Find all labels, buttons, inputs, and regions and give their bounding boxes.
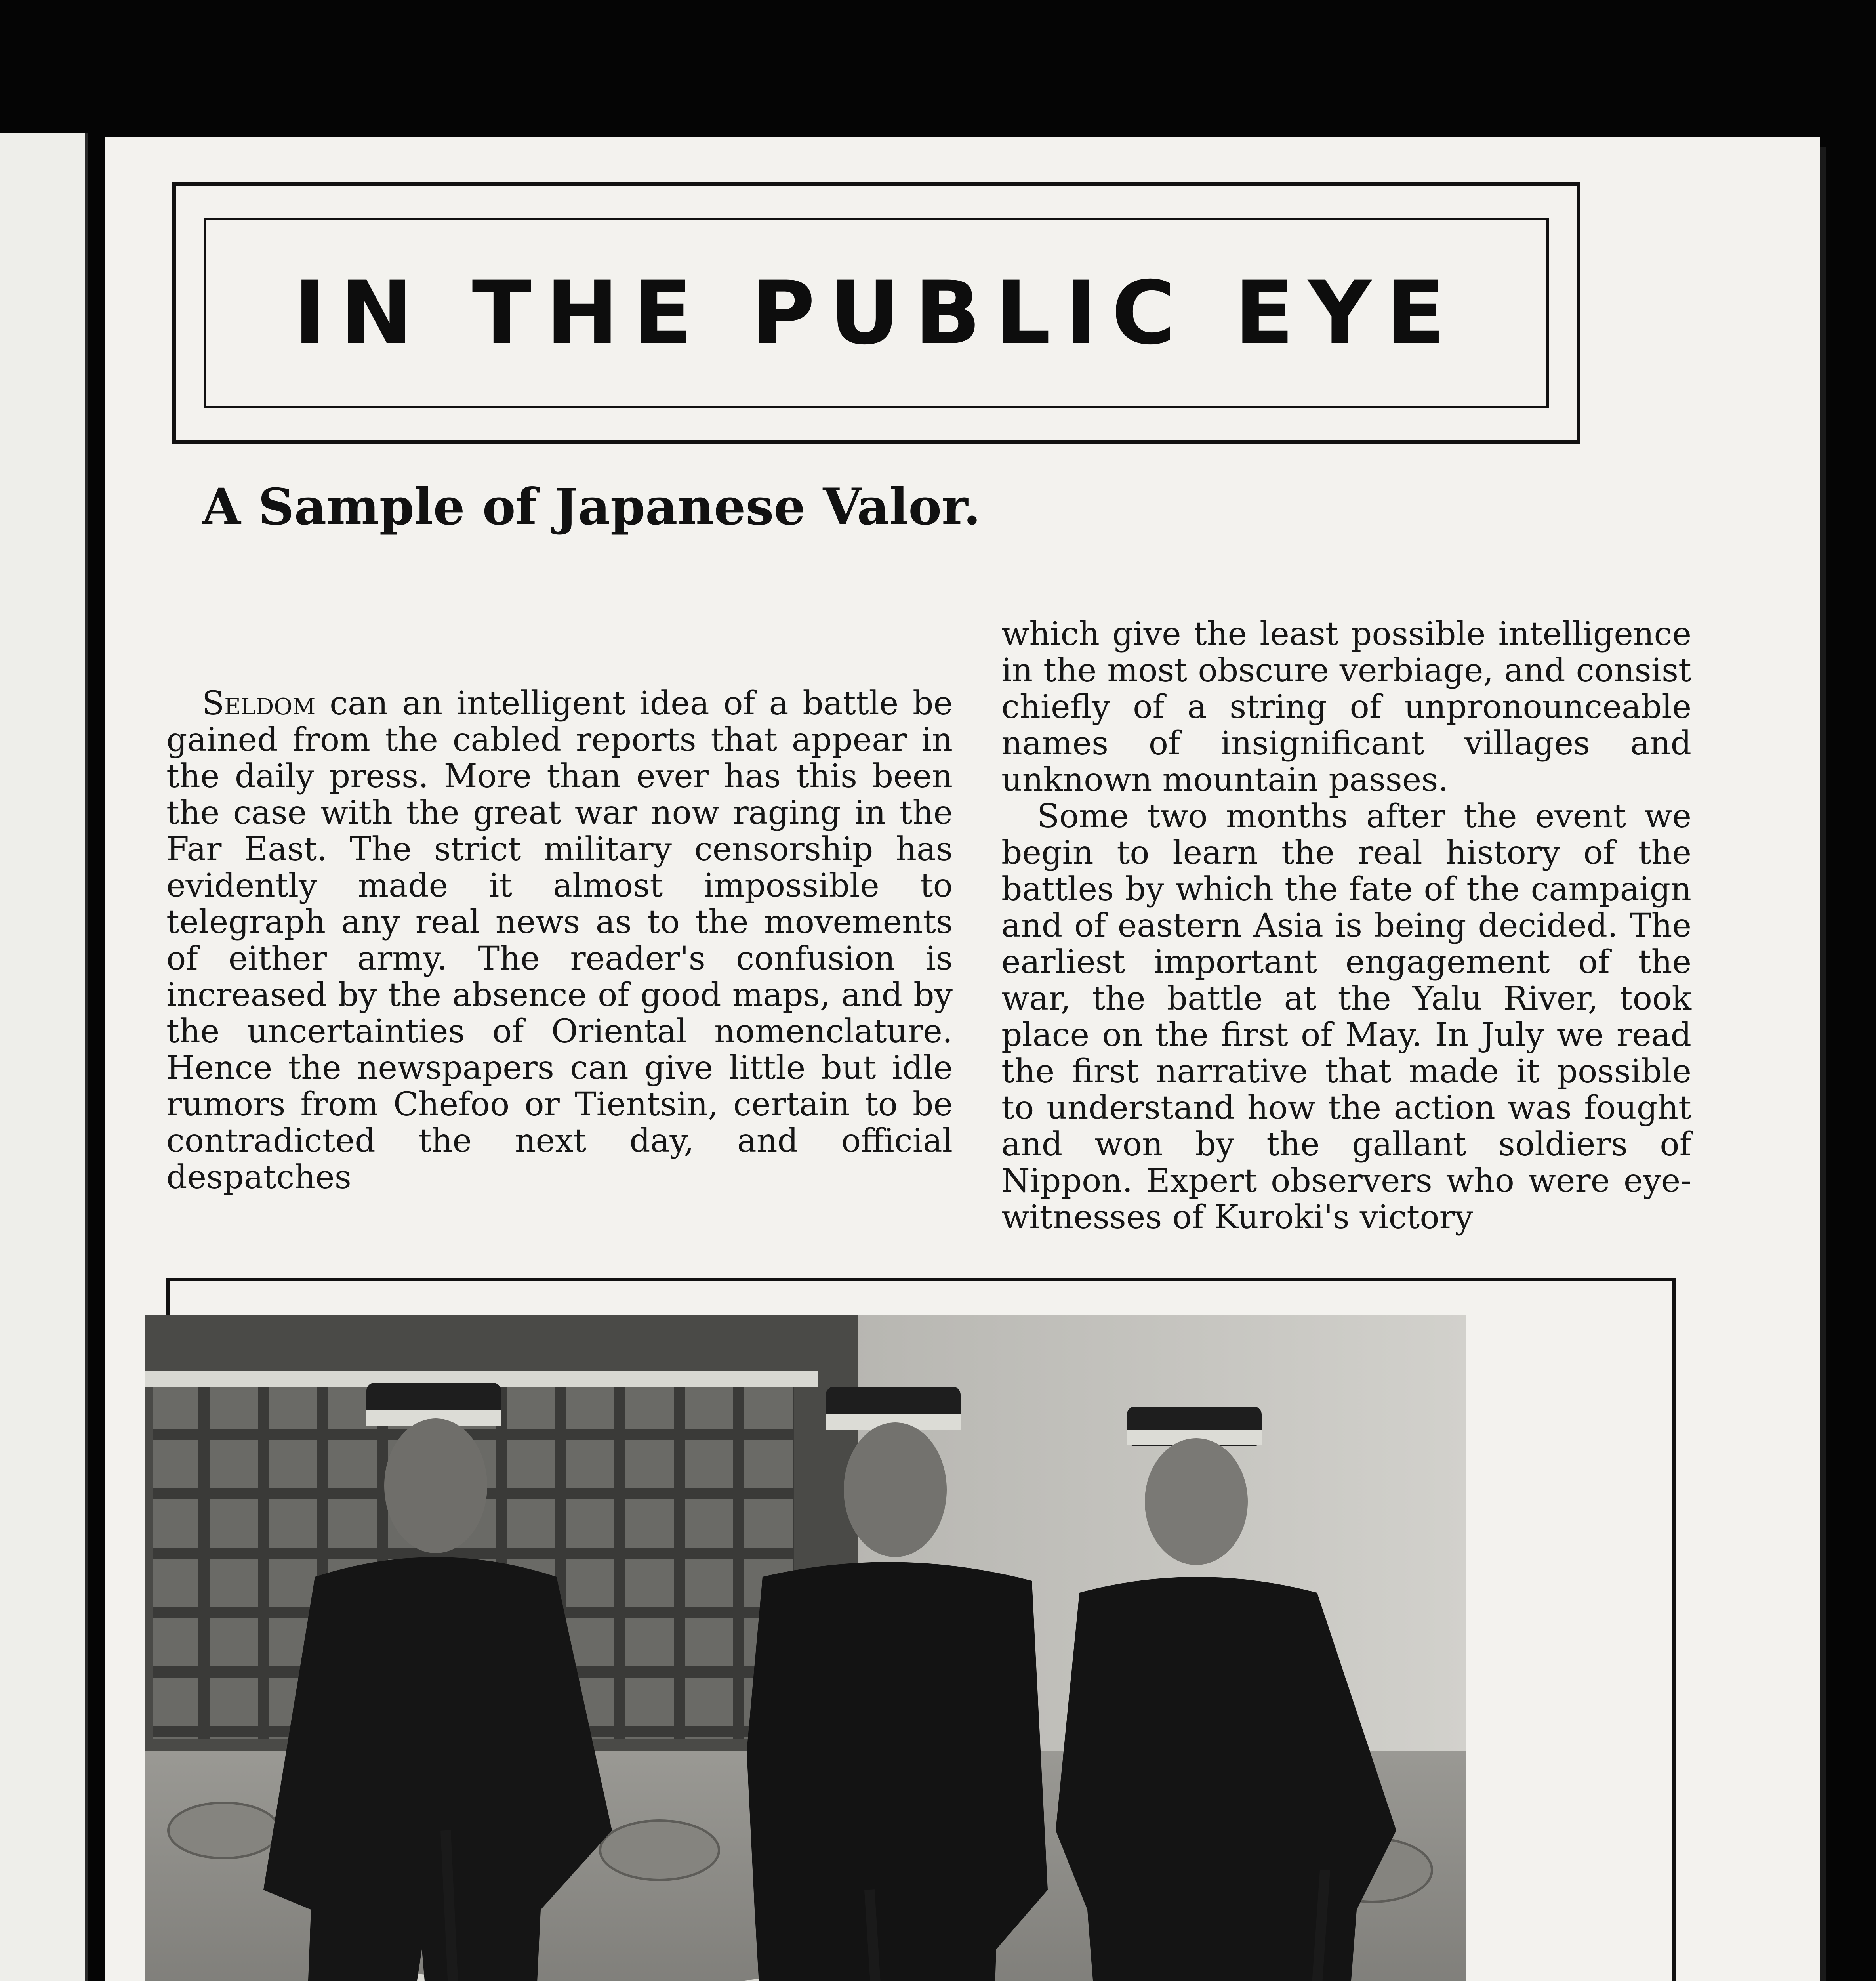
article-paragraph — [166, 685, 953, 1196]
page-title: IN THE PUBLIC EYE — [293, 262, 1460, 364]
article-paragraph: Some two months after the event we begin to learn the real history of the battles by which the fate of the campaign and of eastern Asia is being decided. The earliest important engagement of the war, the battle at the Yalu River, took place on the first of May. In July we read the first narrative that made it possible to understand how the action was fought and won by the gallant soldiers of Nippon. Expert observers who were eye-witnesses of Kuroki's victory — [1001, 798, 1691, 1236]
officers-photograph — [145, 1315, 1466, 1981]
header-inner-rule — [204, 218, 1549, 408]
lead-word: Seldom — [202, 685, 316, 722]
header-box — [172, 182, 1580, 444]
article-paragraph-continued: which give the least possible intelligence in the most obscure verbiage, and consist chiefly of a string of unpronounceable names of insignificant villages and unknown mountain passes. — [1001, 615, 1691, 799]
article-column-left — [166, 685, 953, 1256]
article-column-right — [1001, 616, 1691, 1256]
article-heading: A Sample of Japanese Valor. — [202, 477, 981, 536]
paragraph-text: can an intelligent idea of a battle be gained from the cabled reports that appear in the daily press. More than ever has this been the case with the great war now raging in the Far East. The strict military censorship has evidently made it almost impossible to telegraph any real news as to the movements of either army. The reader's confusion is increased by the absence of good maps, and by the uncertainties of Oriental nomenclature. Hence the newspapers can give little but idle rumors from Chefoo or Tientsin, certain to be contradicted the next day, and official despatches — [166, 685, 953, 1196]
facing-page-edge — [0, 133, 88, 1981]
